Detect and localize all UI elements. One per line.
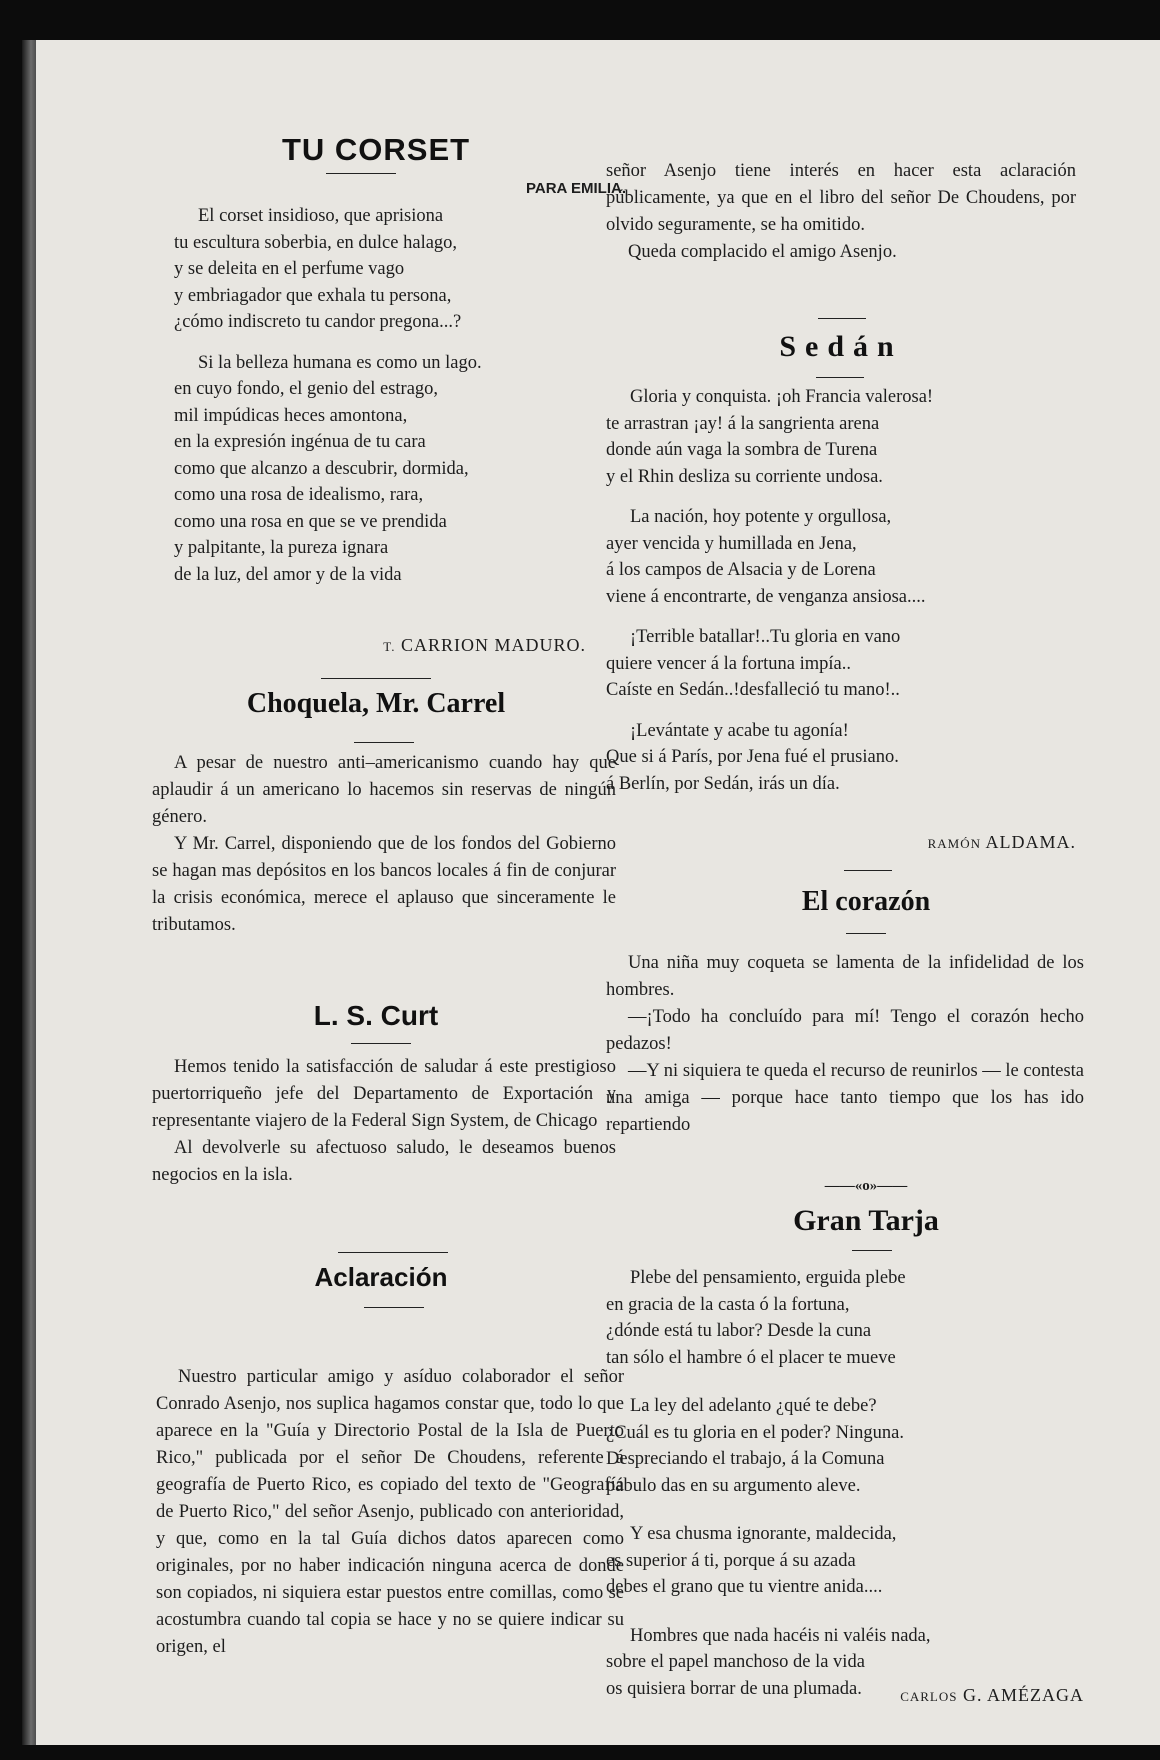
verse-line: á los campos de Alsacia y de Lorena — [606, 560, 876, 580]
verse-line: os quisiera borrar de una plumada. — [606, 1678, 862, 1699]
article-body — [156, 1364, 624, 1661]
title-rule — [326, 173, 396, 174]
verse-line: como una rosa en que se ve prendida — [174, 511, 447, 532]
paragraph: Hemos tenido la satisfacción de saludar á este prestigioso puertorriqueño jefe del Departamento de Exportación y representante viajero de la Federal Sign System, de Chicago — [152, 1057, 616, 1131]
newspaper-page — [36, 40, 1160, 1745]
verse-line: como una rosa de idealismo, rara, — [174, 485, 424, 505]
verse-line: Si la belleza humana es como un lago. — [198, 352, 482, 373]
title-rule — [354, 742, 414, 743]
paragraph: —¡Todo ha concluído para mí! Tengo el corazón hecho pedazos! — [606, 1007, 1084, 1054]
author-initial: RAMÓN — [927, 836, 981, 851]
verse-line: y palpitante, la pureza ignara — [174, 538, 389, 558]
author-name: G. AMÉZAGA — [963, 1685, 1084, 1705]
ornament-divider: ——«o»—— — [824, 1178, 908, 1194]
verse-line: pábulo das en su argumento aleve. — [606, 1475, 861, 1496]
verse-line: ¿cómo indiscreto tu candor pregona...? — [174, 312, 462, 332]
paragraph: Queda complacido el amigo Asenjo. — [628, 242, 897, 262]
verse-line: Que si á París, por Jena fué el prusiano. — [606, 747, 899, 767]
title-rule — [364, 1307, 424, 1308]
verse-line: de la luz, del amor y de la vida — [174, 564, 402, 585]
article-title: Aclaración — [314, 1262, 448, 1292]
verse-line: ¿Cuál es tu gloria en el poder? Ninguna. — [606, 1422, 904, 1443]
verse-line: quiere vencer á la fortuna impía.. — [606, 653, 852, 674]
paragraph: A pesar de nuestro anti–americanismo cuando hay que aplaudir á un americano lo hacemos sin reservas de ningún género. — [152, 753, 616, 827]
verse-line: como que alcanzo a descubrir, dormida, — [174, 458, 469, 479]
section-divider — [818, 318, 866, 319]
poem-body — [174, 203, 614, 602]
author-initial: CARLOS — [900, 1689, 958, 1704]
verse-line: donde aún vaga la sombra de Turena — [606, 440, 878, 460]
verse-line: y embriagador que exhala tu persona, — [174, 285, 452, 306]
article-body — [152, 1054, 616, 1189]
verse-line: en la expresión ingénua de tu cara — [174, 432, 426, 452]
verse-line: Plebe del pensamiento, erguida plebe — [630, 1268, 906, 1288]
verse-line: es superior á ti, porque á su azada — [606, 1550, 856, 1571]
paragraph: Al devolverle su afectuoso saludo, le deseamos buenos negocios en la isla. — [152, 1138, 616, 1185]
poem-signature — [606, 1685, 1084, 1706]
stanza — [606, 624, 1076, 704]
article-body — [152, 750, 616, 939]
section-divider — [338, 1252, 448, 1253]
verse-line: Caíste en Sedán..!desfalleció tu mano!.. — [606, 680, 900, 700]
verse-line: en cuyo fondo, el genio del estrago, — [174, 379, 439, 399]
article-body — [606, 158, 1076, 266]
poem-title: Gran Tarja — [793, 1204, 939, 1237]
section-divider — [321, 678, 431, 679]
stanza — [606, 1265, 1086, 1371]
stanza — [606, 504, 1076, 610]
title-rule — [846, 933, 886, 934]
poem-dedication: PARA EMILIA. — [526, 180, 626, 197]
verse-line: en gracia de la casta ó la fortuna, — [606, 1294, 850, 1315]
verse-line: Hombres que nada hacéis ni valéis nada, — [630, 1625, 931, 1646]
verse-line: Y esa chusma ignorante, maldecida, — [630, 1524, 897, 1544]
author-name: CARRION MADURO. — [400, 635, 586, 655]
paragraph: Una niña muy coqueta se lamenta de la infidelidad de los hombres. — [606, 953, 1084, 1000]
section-divider — [844, 870, 892, 871]
title-rule — [852, 1250, 892, 1251]
verse-line: tan sólo el hambre ó el placer te mueve — [606, 1347, 896, 1368]
author-name: ALDAMA. — [985, 832, 1076, 852]
verse-line: Despreciando el trabajo, á la Comuna — [606, 1449, 885, 1469]
verse-line: La ley del adelanto ¿qué te debe? — [630, 1396, 877, 1416]
verse-line: tu escultura soberbia, en dulce halago, — [174, 232, 458, 253]
stanza — [606, 1521, 1086, 1601]
verse-line: La nación, hoy potente y orgullosa, — [630, 507, 892, 527]
poem-title: Sedán — [779, 330, 903, 363]
poem-signature — [126, 635, 586, 656]
paragraph: señor Asenjo tiene interés en hacer esta aclaración públicamente, ya que en el libro del señor De Choudens, por olvido seguramente, se ha omitido. — [606, 161, 1076, 235]
paragraph: Nuestro particular amigo y asíduo colaborador el señor Conrado Asenjo, nos suplica hagamos constar que, todo lo que aparece en la "Guía y Directorio Postal de la Isla de Puerto Rico," publicada por el señor De Choudens, referente á geografía de Puerto Rico, es copiado del texto de "Geografía de Puerto Rico," del señor Asenjo, publicado con anterioridad, y que, como en la tal Guía dichos datos aparecen como originales, por no haber indicación ninguna acerca de donde son copiados, ni siquiera estar puestos entre comillas, como se acostumbra cuando tal copia se hace y no se quiere indicar su origen, el — [156, 1367, 624, 1657]
verse-line: ayer vencida y humillada en Jena, — [606, 533, 857, 554]
poem-title: TU CORSET — [281, 132, 471, 167]
poem-body — [606, 1265, 1086, 1716]
stanza — [174, 350, 614, 589]
verse-line: debes el grano que tu vientre anida.... — [606, 1577, 883, 1597]
article-title: Choquela, Mr. Carrel — [246, 688, 506, 719]
paragraph: Y Mr. Carrel, disponiendo que de los fondos del Gobierno se hagan mas depósitos en los bancos locales á fin de conjurar la crisis económica, merece el aplauso que sinceramente le tributamos. — [152, 834, 616, 935]
stanza — [606, 384, 1076, 490]
verse-line: te arrastran ¡ay! á la sangrienta arena — [606, 413, 880, 434]
title-rule — [816, 377, 864, 378]
article-title: El corazón — [801, 886, 931, 917]
stanza — [174, 203, 614, 336]
verse-line: mil impúdicas heces amontona, — [174, 405, 408, 426]
verse-line: Gloria y conquista. ¡oh Francia valerosa! — [630, 387, 934, 407]
stanza — [606, 718, 1076, 798]
verse-line: ¡Levántate y acabe tu agonía! — [630, 720, 849, 741]
verse-line: y el Rhin desliza su corriente undosa. — [606, 466, 883, 487]
verse-line: á Berlín, por Sedán, irás un día. — [606, 773, 840, 794]
verse-line: viene á encontrarte, de venganza ansiosa.... — [606, 586, 926, 607]
poem-body — [606, 384, 1076, 811]
article-title: L. S. Curt — [313, 1000, 439, 1031]
verse-line: ¿dónde está tu labor? Desde la cuna — [606, 1321, 872, 1341]
verse-line: y se deleita en el perfume vago — [174, 259, 405, 279]
verse-line: El corset insidioso, que aprisiona — [198, 206, 444, 226]
verse-line: ¡Terrible batallar!..Tu gloria en vano — [630, 627, 901, 647]
author-initial: T. — [383, 639, 396, 654]
paragraph: —Y ni siquiera te queda el recurso de reunirlos — le contesta una amiga — porque hace tanto tiempo que los has ido repartiendo — [606, 1061, 1085, 1135]
verse-line: sobre el papel manchoso de la vida — [606, 1652, 865, 1672]
title-rule — [351, 1043, 411, 1044]
article-body — [606, 950, 1084, 1139]
poem-signature — [606, 832, 1076, 853]
stanza — [606, 1393, 1086, 1499]
